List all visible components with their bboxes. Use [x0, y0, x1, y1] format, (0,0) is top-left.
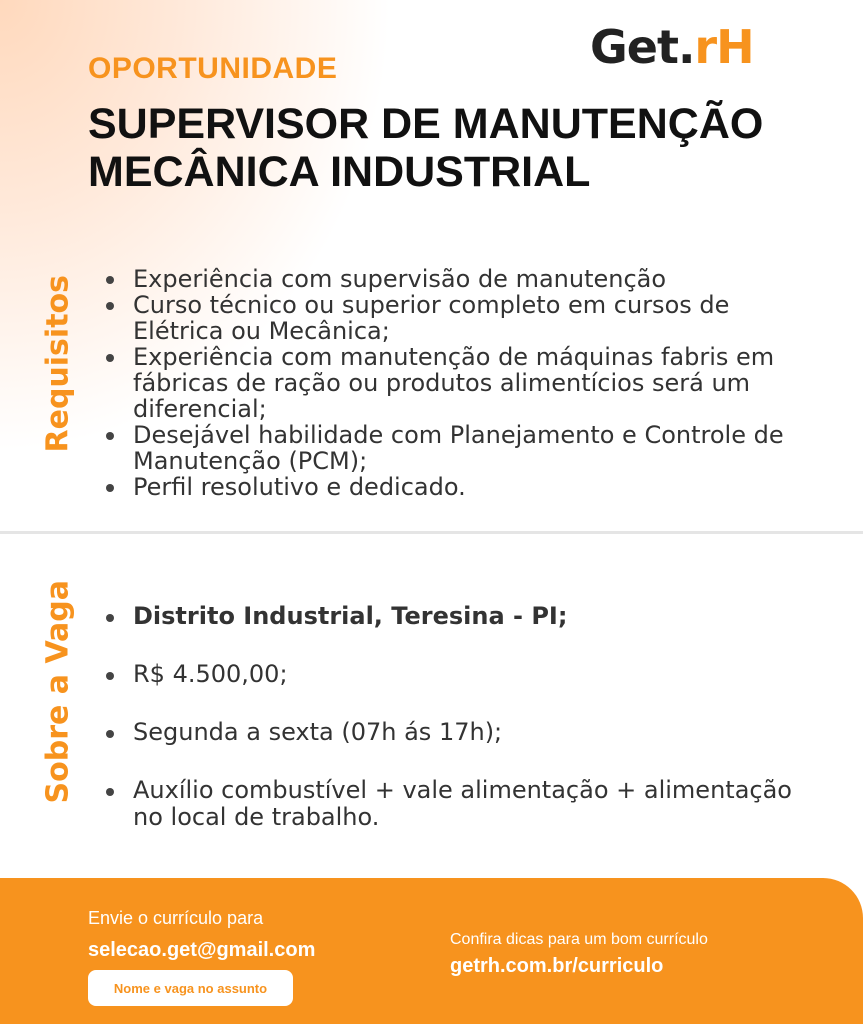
- requisitos-list: [106, 266, 786, 500]
- list-item: Perfil resolutivo e dedicado.: [106, 474, 786, 500]
- list-item: Auxílio combustível + vale alimentação + alimentação no local de trabalho.: [106, 777, 806, 831]
- list-item: Desejável habilidade com Planejamento e Controle de Manutenção (PCM);: [106, 422, 786, 474]
- list-item: Experiência com supervisão de manutenção: [106, 266, 786, 292]
- list-item: Curso técnico ou superior completo em cursos de Elétrica ou Mecânica;: [106, 292, 786, 344]
- send-label: Envie o currículo para: [88, 908, 264, 928]
- tips-label: Confira dicas para um bom currículo: [450, 931, 708, 948]
- email-link[interactable]: selecao.get@gmail.com: [88, 939, 316, 961]
- list-item: Segunda a sexta (07h ás 17h);: [106, 719, 806, 746]
- kicker: OPORTUNIDADE: [88, 52, 338, 85]
- subject-note-badge: Nome e vaga no assunto: [88, 970, 293, 1006]
- logo-part-2: rH: [694, 20, 754, 74]
- logo-part-1: Get.: [590, 20, 695, 74]
- list-item: Distrito Industrial, Teresina - PI;: [106, 603, 806, 630]
- requisitos-label: Requisitos: [40, 274, 76, 453]
- list-item: R$ 4.500,00;: [106, 661, 806, 688]
- tips-link[interactable]: getrh.com.br/curriculo: [450, 955, 664, 977]
- divider: [0, 531, 863, 534]
- getrh-logo: [590, 20, 754, 74]
- job-title: SUPERVISOR DE MANUTENÇÃO MECÂNICA INDUSTRIAL: [88, 100, 764, 196]
- sobre-label: Sobre a Vaga: [40, 579, 76, 804]
- list-item: Experiência com manutenção de máquinas fabris em fábricas de ração ou produtos alimentícios será um diferencial;: [106, 344, 786, 422]
- sobre-list: [106, 603, 806, 862]
